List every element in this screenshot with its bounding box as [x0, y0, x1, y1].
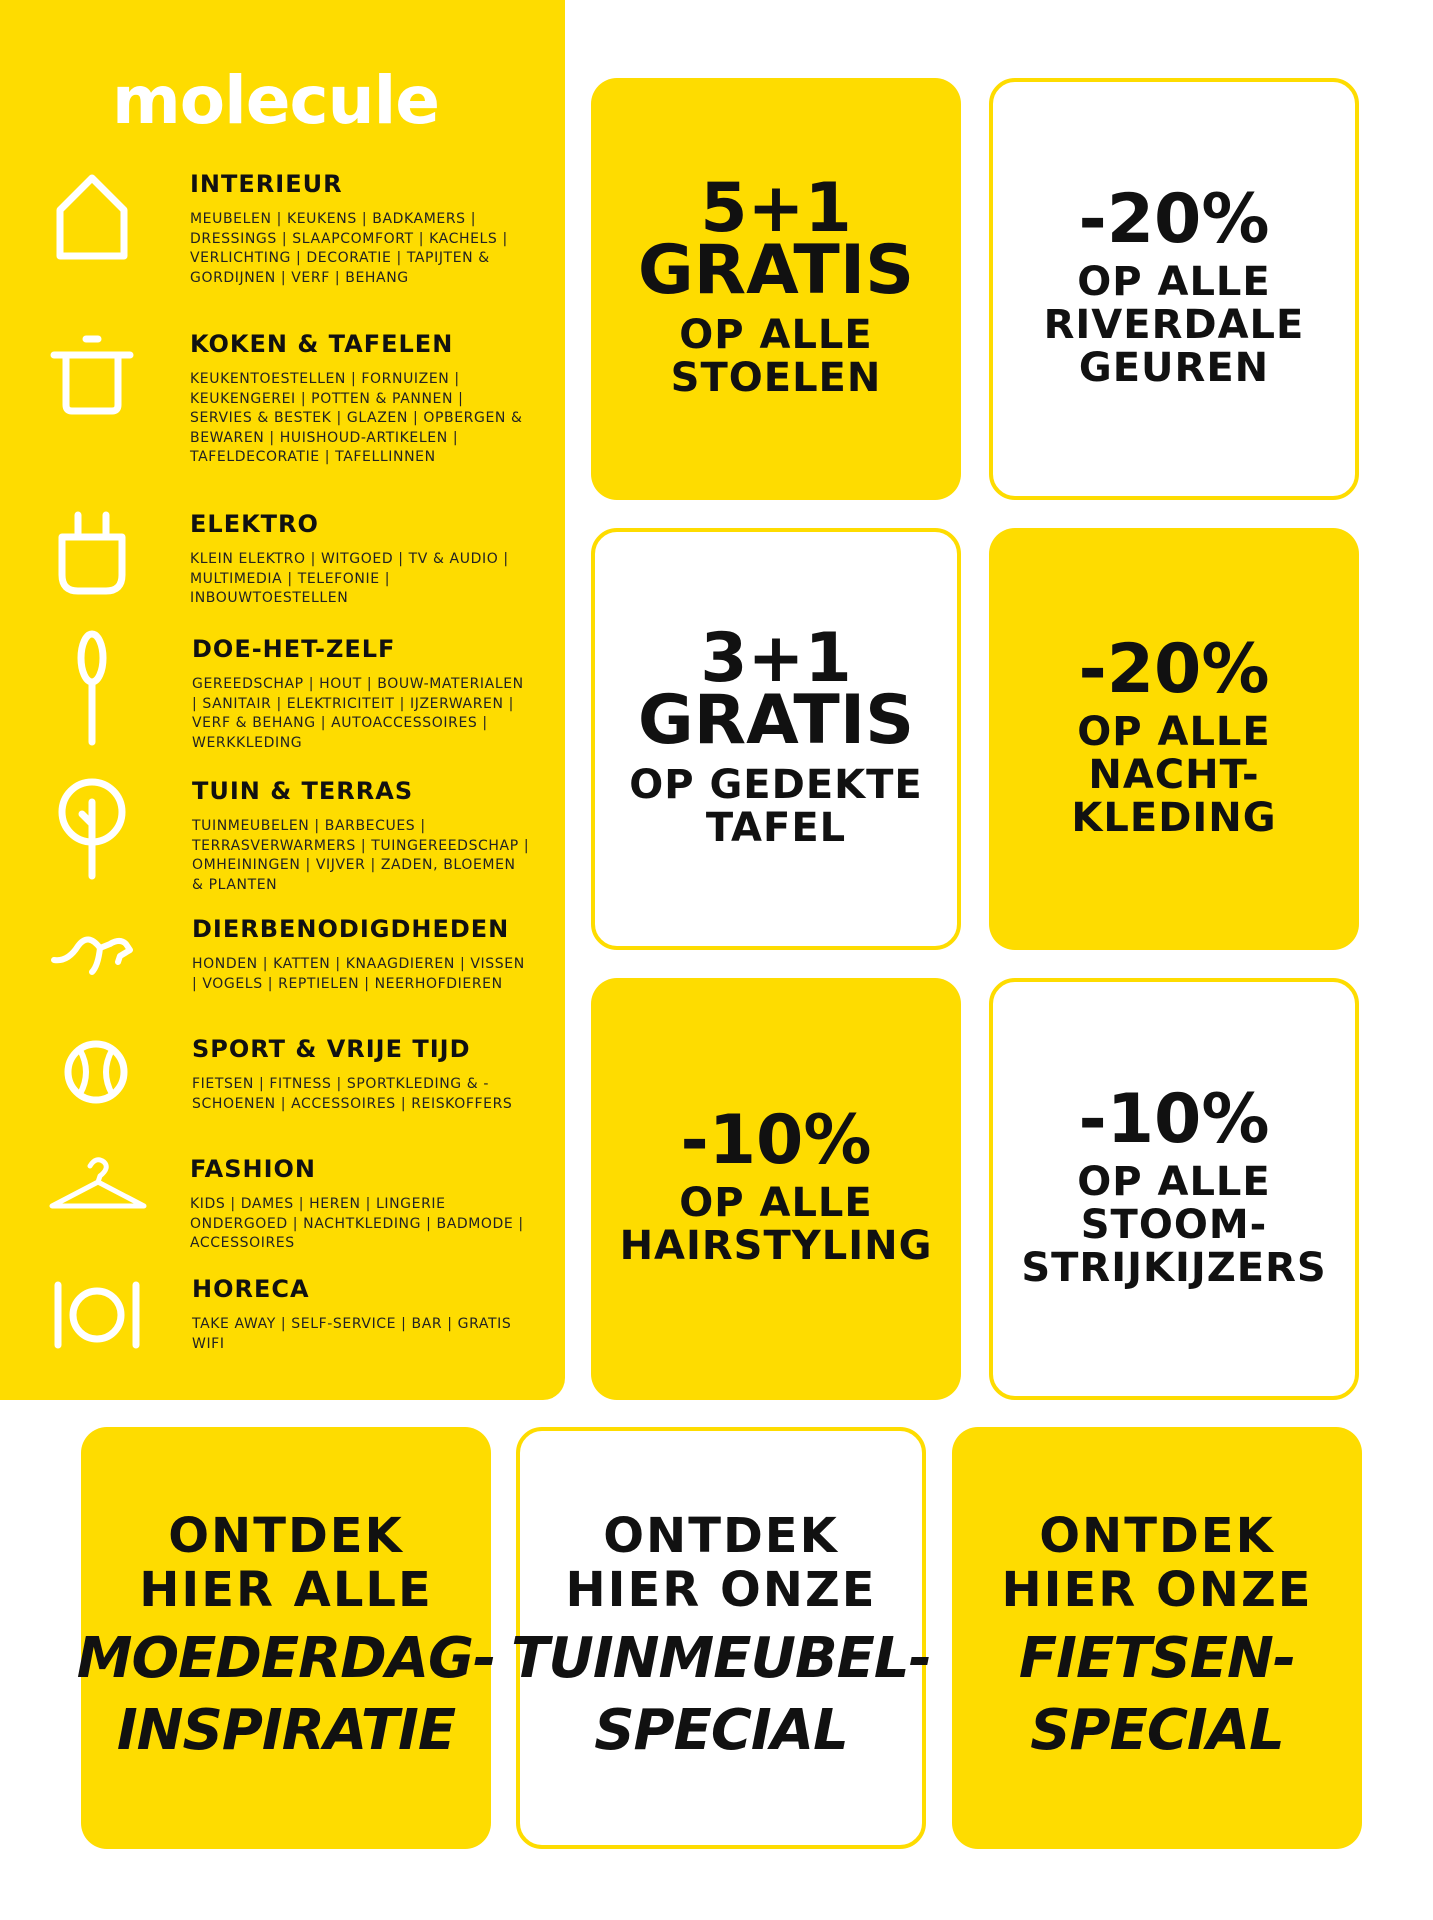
discover-special: FIETSEN-: [1018, 1626, 1296, 1691]
promo-text: OP ALLE: [679, 1180, 873, 1226]
promo-text: STOOM-: [1080, 1201, 1268, 1248]
screwdriver-icon: [48, 630, 136, 750]
category-title: SPORT & VRIJE TIJD: [192, 1035, 471, 1063]
category-items: TAKE AWAY | SELF-SERVICE | BAR | GRATIS WIFI: [192, 1316, 512, 1352]
category-items: GEREEDSCHAP | HOUT | BOUW-MATERIALEN | SANITAIR | ELEKTRICITEIT | IJZERWAREN | VERF & BEHANG | AUTOACCESSOIRES | WERKKLEDING: [192, 676, 524, 751]
category-items: KIDS | DAMES | HEREN | LINGERIE ONDERGOED | NACHTKLEDING | BADMODE | ACCESSOIRES: [190, 1196, 524, 1251]
discover-card-tuinmeubel[interactable]: [511, 1427, 931, 1849]
tree-icon: [48, 772, 136, 882]
promo-headline: GRATIS: [637, 681, 915, 760]
category-sidebar: [0, 0, 565, 1400]
plug-icon: [48, 505, 136, 605]
promo-card-riverdale[interactable]: [989, 78, 1359, 500]
category-title: KOKEN & TAFELEN: [190, 330, 454, 358]
brand-logo[interactable]: molecule: [112, 62, 439, 139]
promo-text: OP GEDEKTE: [629, 762, 923, 808]
promo-card-nachtkleding[interactable]: [989, 528, 1359, 950]
discover-special: SPECIAL: [1030, 1698, 1284, 1763]
category-title: TUIN & TERRAS: [192, 777, 414, 805]
discover-text: HIER ONZE: [1001, 1562, 1313, 1618]
category-items: KLEIN ELEKTRO | WITGOED | TV & AUDIO | MULTIMEDIA | TELEFONIE | INBOUWTOESTELLEN: [190, 551, 509, 606]
promo-text: RIVERDALE: [1043, 301, 1305, 348]
promo-text: HAIRSTYLING: [619, 1223, 933, 1269]
promo-text: KLEDING: [1071, 794, 1277, 841]
promo-text: OP ALLE: [1077, 708, 1271, 755]
promo-text: OP ALLE: [1077, 1158, 1271, 1205]
category-items: TUINMEUBELEN | BARBECUES | TERRASVERWARMERS | TUINGEREEDSCHAP | OMHEININGEN | VIJVER | ZADEN, BLOEMEN & PLANTEN: [192, 818, 530, 893]
category-title: ELEKTRO: [190, 510, 319, 538]
promo-text: GEUREN: [1078, 344, 1270, 391]
discover-text: HIER ONZE: [565, 1562, 877, 1618]
category-title: DOE-HET-ZELF: [192, 635, 396, 663]
category-items: FIETSEN | FITNESS | SPORTKLEDING & -SCHOENEN | ACCESSOIRES | REISKOFFERS: [192, 1076, 513, 1112]
discover-text: ONTDEK: [603, 1508, 839, 1564]
discover-special: INSPIRATIE: [116, 1698, 456, 1763]
promo-headline: 3+1: [700, 619, 852, 698]
promo-headline: -20%: [1078, 179, 1270, 259]
pot-icon: [48, 325, 136, 425]
discover-special: MOEDERDAG-: [76, 1626, 496, 1691]
promo-card-gedekte-tafel[interactable]: [591, 528, 961, 950]
category-items: MEUBELEN | KEUKENS | BADKAMERS | DRESSINGS | SLAAPCOMFORT | KACHELS | VERLICHTING | DECORATIE | TAPIJTEN & GORDIJNEN | VERF | BEHANG: [190, 211, 508, 286]
promo-headline: 5+1: [700, 169, 852, 248]
category-title: HORECA: [192, 1275, 310, 1303]
category-items: KEUKENTOESTELLEN | FORNUIZEN | KEUKENGEREI | POTTEN & PANNEN | SERVIES & BESTEK | GLAZEN | OPBERGEN & BEWAREN | HUISHOUD-ARTIKELEN | TAFELDECORATIE | TAFELLINNEN: [190, 371, 523, 465]
house-icon: [48, 170, 136, 270]
promo-headline: -10%: [1078, 1079, 1270, 1159]
promo-text: OP ALLE: [1077, 258, 1271, 305]
discover-text: ONTDEK: [1039, 1508, 1275, 1564]
plate-cutlery-icon: [48, 1265, 148, 1365]
promo-card-stoelen[interactable]: [591, 78, 961, 500]
promo-card-stoomstrijkijzers[interactable]: [989, 978, 1359, 1400]
dog-icon: [48, 910, 136, 1010]
category-title: FASHION: [190, 1155, 317, 1183]
promo-headline: -20%: [1078, 629, 1270, 709]
promo-card-hairstyling[interactable]: [591, 978, 961, 1400]
discover-text: HIER ALLE: [139, 1562, 433, 1618]
promo-text: TAFEL: [705, 805, 847, 851]
category-items: HONDEN | KATTEN | KNAAGDIEREN | VISSEN | VOGELS | REPTIELEN | NEERHOFDIEREN: [192, 956, 525, 992]
category-title: INTERIEUR: [190, 170, 343, 198]
promo-headline: -10%: [680, 1101, 872, 1180]
promo-headline: GRATIS: [637, 231, 915, 310]
promo-text: NACHT-: [1088, 751, 1260, 798]
promo-text: OP ALLE: [679, 312, 873, 358]
promo-text: STOELEN: [670, 355, 882, 401]
hanger-icon: [48, 1150, 148, 1250]
promo-text: STRIJKIJZERS: [1021, 1244, 1327, 1291]
tennis-ball-icon: [48, 1030, 136, 1130]
discover-card-fietsen[interactable]: [952, 1427, 1362, 1849]
category-title: DIERBENODIGDHEDEN: [192, 915, 510, 943]
discover-card-moederdag[interactable]: [76, 1427, 496, 1849]
discover-special: SPECIAL: [594, 1698, 848, 1763]
discover-text: ONTDEK: [168, 1508, 404, 1564]
discover-special: TUINMEUBEL-: [511, 1626, 931, 1691]
